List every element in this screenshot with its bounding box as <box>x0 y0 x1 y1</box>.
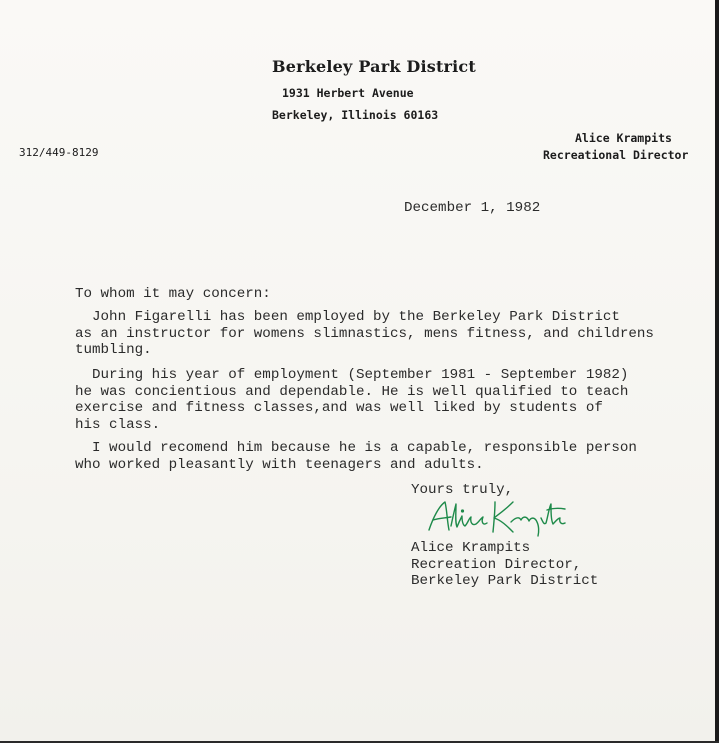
scan-edge-right <box>715 0 719 743</box>
letterhead-person-title: Recreational Director <box>543 148 689 162</box>
handwritten-signature <box>425 496 575 538</box>
letterhead-address-line2: Berkeley, Illinois 60163 <box>272 108 439 122</box>
letterhead-person-name: Alice Krampits <box>575 131 672 145</box>
letter-signature-block: Alice Krampits Recreation Director, Berkeley Park District <box>411 540 599 589</box>
letterhead-address-line1: 1931 Herbert Avenue <box>282 86 414 100</box>
letter-paragraph-2: During his year of employment (September 1981 - September 1982) he was concientious and dependable. He is well qualified to teach exercise and fitness classes,and was well liked by students of his class. <box>75 367 629 433</box>
letter-closing: Yours truly, <box>411 482 514 498</box>
letter-date: December 1, 1982 <box>404 200 541 216</box>
letter-paragraph-3: I would recomend him because he is a capable, responsible person who worked pleasantly with teenagers and adults. <box>75 440 637 473</box>
letter-salutation: To whom it may concern: <box>75 286 271 302</box>
letterhead-phone: 312/449-8129 <box>19 146 99 159</box>
letterhead-organization: Berkeley Park District <box>272 57 476 76</box>
letter-paragraph-1: John Figarelli has been employed by the Berkeley Park District as an instructor for womens slimnastics, mens fitness, and childrens tumbling. <box>75 309 654 358</box>
